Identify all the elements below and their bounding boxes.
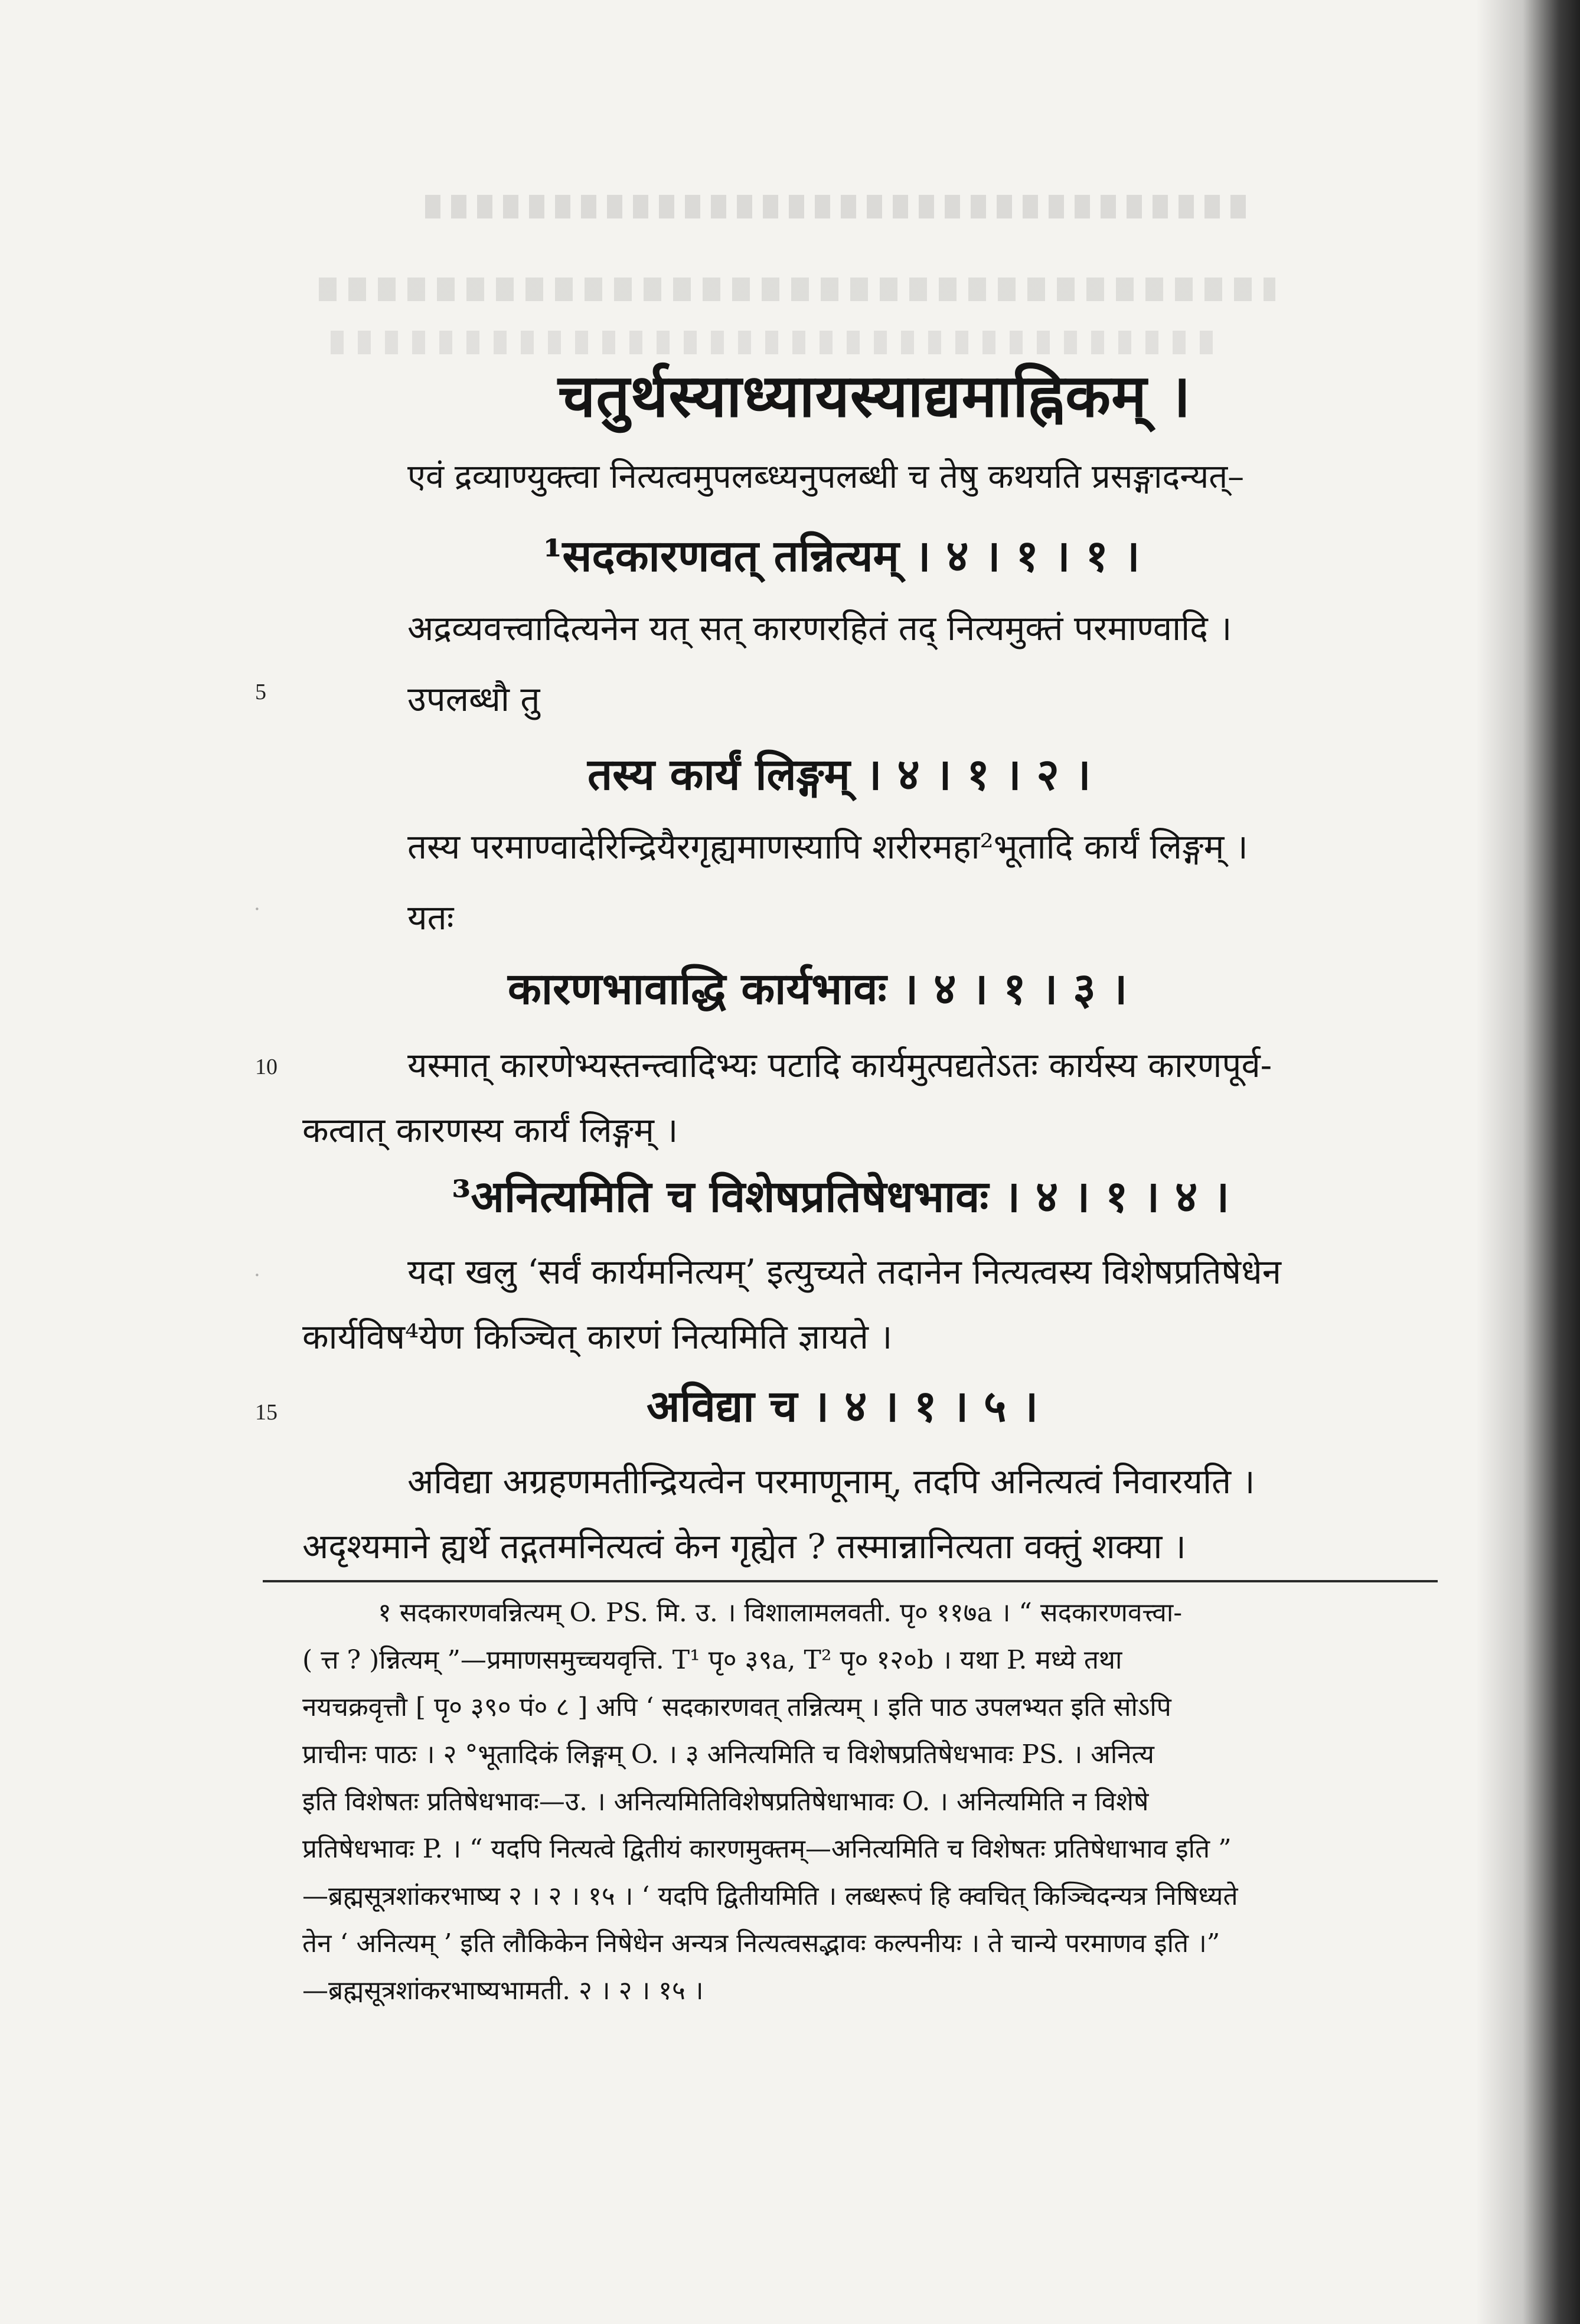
- line-number: 5: [255, 680, 266, 704]
- footnote-line: प्रतिषेधभावः P. । “ यदपि नित्यत्वे द्वितीयं कारणमुक्तम्—अनित्यमिति च विशेषतः प्रतिषेधाभाव इति ”: [302, 1834, 1232, 1864]
- margin-mark: ·: [254, 897, 260, 921]
- footnote-line: —ब्रह्मसूत्रशांकरभाष्य २ । २ । १५ । ‘ यदपि द्वितीयमिति । लब्धरूपं हि क्वचित् किञ्चिदन्यत्र निषिध्यते: [302, 1881, 1238, 1911]
- commentary-line: कार्यविष⁴येण किञ्चित् कारणं नित्यमिति ज्ञायते ।: [302, 1317, 893, 1357]
- sutra-4: ³अनित्यमिति च विशेषप्रतिषेधभावः । ४ । १ । ४ ।: [452, 1171, 1230, 1222]
- commentary-line: यतः: [407, 897, 454, 938]
- footnote-line: ( त्त ? )न्नित्यम् ”—प्रमाणसमुच्चयवृत्ति. T¹ पृ० ३९a, T² पृ० १२०b । यथा P. मध्ये तथा: [302, 1645, 1122, 1675]
- book-spine-shadow: [1476, 0, 1580, 2324]
- show-through-text: [319, 278, 1275, 301]
- commentary-line: उपलब्धौ तु: [407, 679, 540, 719]
- commentary-line: तस्य परमाण्वादेरिन्द्रियैरगृह्यमाणस्यापि शरीरमहा²भूतादि कार्यं लिङ्गम् ।: [407, 827, 1248, 867]
- sutra-2: तस्य कार्यं लिङ्गम् । ४ । १ । २ ।: [587, 749, 1091, 800]
- commentary-line: अविद्या अग्रहणमतीन्द्रियत्वेन परमाणूनाम्, तदपि अनित्यत्वं निवारयति ।: [407, 1461, 1255, 1502]
- sutra-1: ¹सदकारणवत् तन्नित्यम् । ४ । १ । १ ।: [543, 531, 1140, 582]
- footnote-line: —ब्रह्मसूत्रशांकरभाष्यभामती. २ । २ । १५ ।: [302, 1976, 704, 2006]
- footnote-line: नयचक्रवृत्तौ [ पृ० ३९० पं० ८ ] अपि ‘ सदकारणवत् तन्नित्यम् । इति पाठ उपलभ्यत इति सोऽपि: [302, 1692, 1171, 1722]
- sutra-5: अविद्या च । ४ । १ । ५ ।: [647, 1381, 1039, 1432]
- footnote-line: तेन ‘ अनित्यम् ’ इति लौकिकेन निषेधेन अन्यत्र नित्यत्वसद्भावः कल्पनीयः । ते चान्ये परमाणव इति ।”: [302, 1928, 1220, 1959]
- chapter-heading: चतुर्थस्याध्यायस्याद्यमाह्निकम् ।: [558, 361, 1191, 430]
- line-number: 15: [255, 1400, 278, 1425]
- footnote-line: प्राचीनः पाठः । २ °भूतादिकं लिङ्गम् O. । ३ अनित्यमिति च विशेषप्रतिषेधभावः PS. । अनित्य: [302, 1739, 1154, 1770]
- commentary-line: यदा खलु ‘सर्वं कार्यमनित्यम्’ इत्युच्यते तदानेन नित्यत्वस्य विशेषप्रतिषेधेन: [407, 1252, 1281, 1292]
- footnote-line: १ सदकारणवन्नित्यम् O. PS. मि. उ. । विशालामलवती. पृ० ११७a । “ सदकारणवत्त्वा-: [378, 1598, 1183, 1628]
- sutra-3: कारणभावाद्धि कार्यभावः । ४ । १ । ३ ।: [508, 964, 1128, 1014]
- footnote-rule: [263, 1580, 1438, 1582]
- margin-mark: ·: [254, 1264, 260, 1287]
- commentary-line: यस्मात् कारणेभ्यस्तन्त्वादिभ्यः पटादि कार्यमुत्पद्यतेऽतः कार्यस्य कारणपूर्व-: [407, 1045, 1272, 1085]
- show-through-text: [331, 331, 1216, 354]
- commentary-line: अद्रव्यवत्त्वादित्यनेन यत् सत् कारणरहितं तद् नित्यमुक्तं परमाण्वादि ।: [407, 608, 1232, 648]
- footnote-line: इति विशेषतः प्रतिषेधभावः—उ. । अनित्यमितिविशेषप्रतिषेधाभावः O. । अनित्यमिति न विशेषे: [302, 1787, 1149, 1817]
- show-through-text: [425, 195, 1252, 218]
- commentary-line: अदृश्यमाने ह्यर्थे तद्गतमनित्यत्वं केन गृह्येत ? तस्मान्नानित्यता वक्तुं शक्या ।: [302, 1526, 1186, 1566]
- intro-line: एवं द्रव्याण्युक्त्वा नित्यत्वमुपलब्ध्यनुपलब्धी च तेषु कथयति प्रसङ्गादन्यत्–: [407, 458, 1245, 496]
- commentary-line: कत्वात् कारणस्य कार्यं लिङ्गम् ।: [302, 1110, 678, 1150]
- line-number: 10: [255, 1055, 278, 1079]
